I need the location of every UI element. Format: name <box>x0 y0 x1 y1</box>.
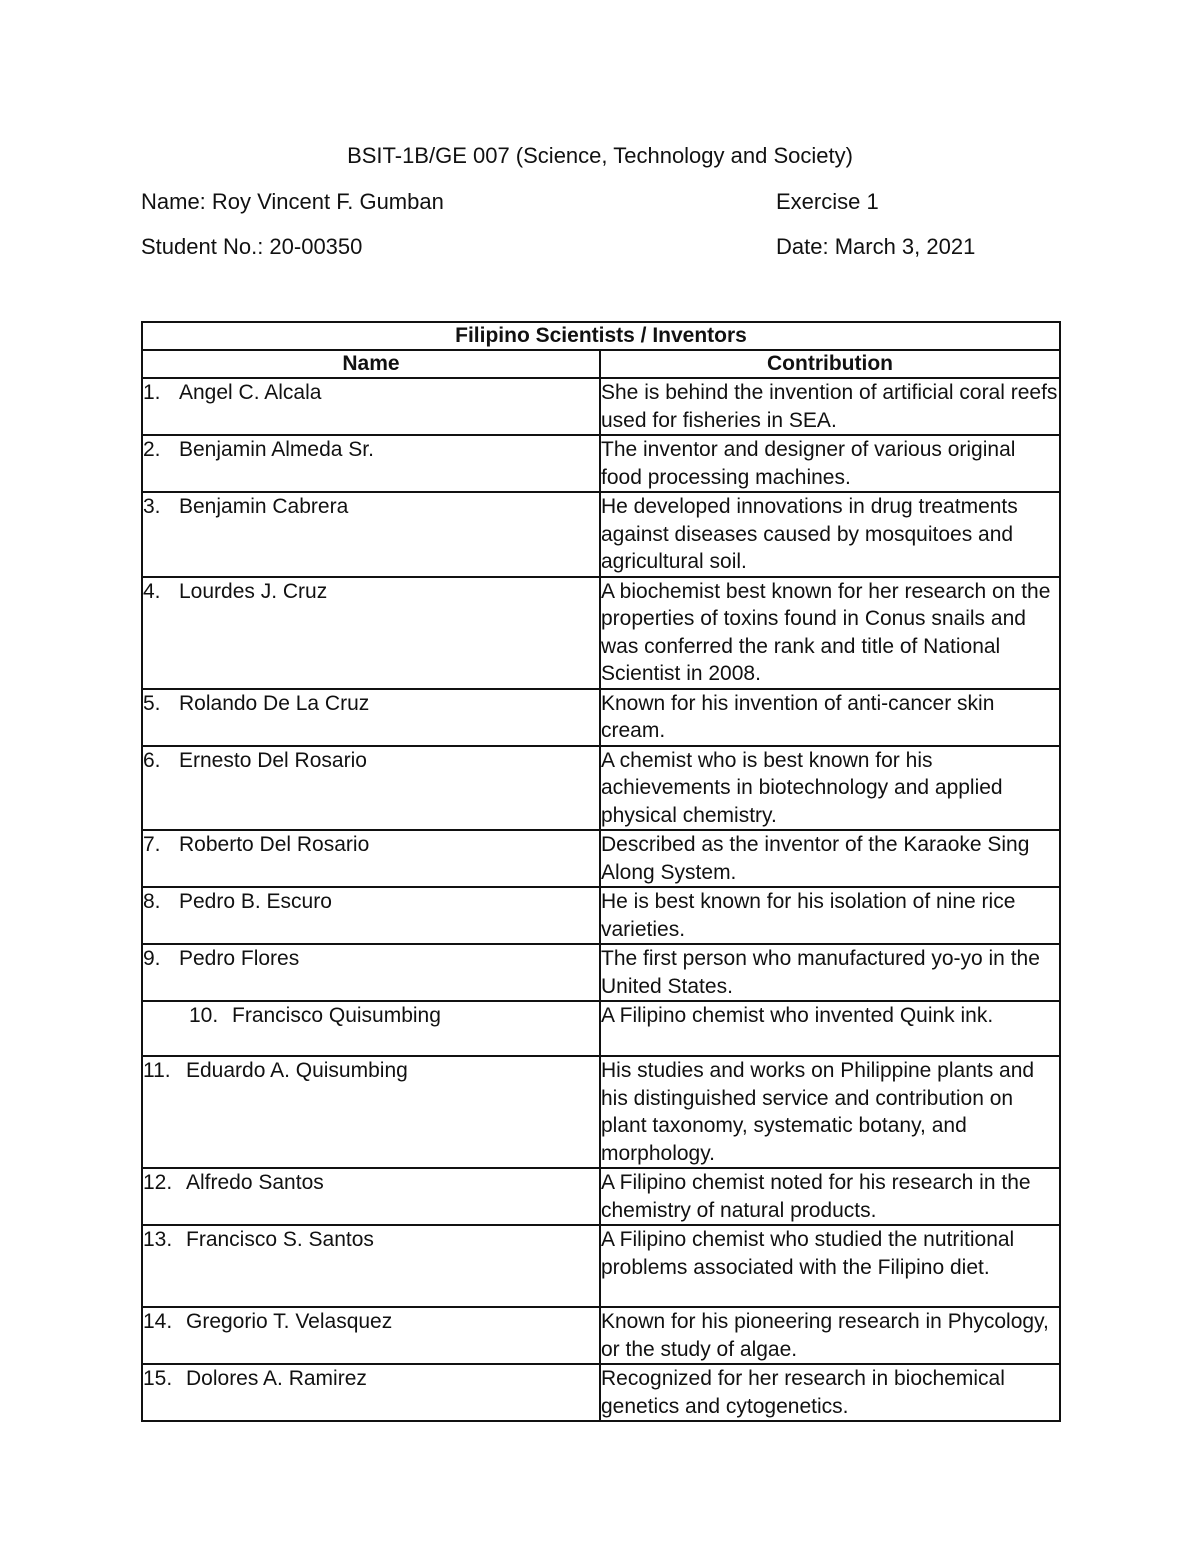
contribution-cell: A biochemist best known for her research on the properties of toxins found in Conus snails and was conferred the rank and title of National Scientist in 2008. <box>600 577 1060 689</box>
contribution-cell: A Filipino chemist who studied the nutritional problems associated with the Filipino diet. <box>600 1225 1060 1307</box>
name-cell <box>142 577 600 689</box>
student-number: Student No.: 20-00350 <box>141 234 363 259</box>
table-row <box>142 689 1060 746</box>
name-cell <box>142 746 600 831</box>
table-row <box>142 378 1060 435</box>
contribution-cell: Known for his pioneering research in Phycology, or the study of algae. <box>600 1307 1060 1364</box>
name-cell <box>142 887 600 944</box>
name-cell <box>142 1307 600 1364</box>
scientists-table <box>141 321 1061 1422</box>
column-header-contribution: Contribution <box>600 350 1060 378</box>
row-number: 15. <box>143 1367 173 1390</box>
contribution-cell: His studies and works on Philippine plants and his distinguished service and contribution on plant taxonomy, systematic botany, and morphology. <box>600 1056 1060 1168</box>
name-cell <box>142 689 600 746</box>
scientist-name: Rolando De La Cruz <box>179 691 370 715</box>
table-row <box>142 1056 1060 1168</box>
scientist-name: Benjamin Cabrera <box>179 495 349 518</box>
scientist-name: Pedro Flores <box>179 947 300 970</box>
name-cell <box>142 1168 600 1225</box>
name-cell <box>142 830 600 887</box>
contribution-cell: A Filipino chemist noted for his research in the chemistry of natural products. <box>600 1168 1060 1225</box>
row-number: 9. <box>143 947 161 970</box>
row-number: 14. <box>143 1310 173 1333</box>
student-name: Name: Roy Vincent F. Gumban <box>141 189 444 214</box>
scientist-name: Gregorio T. Velasquez <box>186 1310 393 1333</box>
name-cell <box>142 944 600 1001</box>
table-row <box>142 1307 1060 1364</box>
table-body <box>142 378 1060 1421</box>
name-cell <box>142 1056 600 1168</box>
scientist-name: Francisco Quisumbing <box>232 1004 441 1027</box>
table-row <box>142 830 1060 887</box>
scientist-name: Alfredo Santos <box>186 1171 324 1194</box>
table-row <box>142 435 1060 492</box>
row-number: 10. <box>189 1004 219 1027</box>
table-row <box>142 492 1060 577</box>
contribution-cell: A chemist who is best known for his achievements in biotechnology and applied physical chemistry. <box>600 746 1060 831</box>
row-number: 7. <box>143 833 161 856</box>
scientist-name: Roberto Del Rosario <box>179 833 370 856</box>
name-cell <box>142 492 600 577</box>
contribution-cell: Known for his invention of anti-cancer skin cream. <box>600 689 1060 746</box>
name-cell <box>142 378 600 435</box>
table-row <box>142 1001 1060 1056</box>
scientist-name: Ernesto Del Rosario <box>179 748 367 772</box>
name-cell <box>142 435 600 492</box>
table-row <box>142 887 1060 944</box>
table-row <box>142 944 1060 1001</box>
name-cell <box>142 1225 600 1307</box>
row-number: 2. <box>143 438 161 461</box>
contribution-cell: Described as the inventor of the Karaoke Sing Along System. <box>600 830 1060 887</box>
name-cell <box>142 1364 600 1421</box>
contribution-cell: The first person who manufactured yo-yo in the United States. <box>600 944 1060 1001</box>
table-title: Filipino Scientists / Inventors <box>142 322 1060 350</box>
scientist-name: Eduardo A. Quisumbing <box>186 1059 408 1082</box>
row-number: 3. <box>143 495 161 518</box>
table-row <box>142 746 1060 831</box>
row-number: 12. <box>143 1171 173 1194</box>
scientist-name: Benjamin Almeda Sr. <box>179 438 374 461</box>
row-number: 6. <box>143 748 161 772</box>
scientist-name: Angel C. Alcala <box>179 381 322 404</box>
table-row <box>142 1168 1060 1225</box>
contribution-cell: A Filipino chemist who invented Quink ink. <box>600 1001 1060 1056</box>
contribution-cell: He developed innovations in drug treatments against diseases caused by mosquitoes and agricultural soil. <box>600 492 1060 577</box>
table-row <box>142 1364 1060 1421</box>
scientist-name: Lourdes J. Cruz <box>179 579 328 603</box>
table-row <box>142 577 1060 689</box>
row-number: 11. <box>143 1059 171 1082</box>
contribution-cell: He is best known for his isolation of nine rice varieties. <box>600 887 1060 944</box>
name-cell <box>142 1001 600 1056</box>
contribution-cell: She is behind the invention of artificial coral reefs used for fisheries in SEA. <box>600 378 1060 435</box>
row-number: 4. <box>143 579 161 603</box>
scientist-name: Francisco S. Santos <box>186 1228 374 1251</box>
row-number: 1. <box>143 381 161 404</box>
course-title: BSIT-1B/GE 007 (Science, Technology and Society) <box>347 143 853 168</box>
scientist-name: Dolores A. Ramirez <box>186 1367 367 1390</box>
exercise-label: Exercise 1 <box>776 189 879 214</box>
column-header-name: Name <box>142 350 600 378</box>
row-number: 8. <box>143 890 161 913</box>
table-row <box>142 1225 1060 1307</box>
row-number: 5. <box>143 691 161 715</box>
date-label: Date: March 3, 2021 <box>776 234 976 259</box>
contribution-cell: The inventor and designer of various original food processing machines. <box>600 435 1060 492</box>
contribution-cell: Recognized for her research in biochemical genetics and cytogenetics. <box>600 1364 1060 1421</box>
scientist-name: Pedro B. Escuro <box>179 890 332 913</box>
row-number: 13. <box>143 1228 173 1251</box>
